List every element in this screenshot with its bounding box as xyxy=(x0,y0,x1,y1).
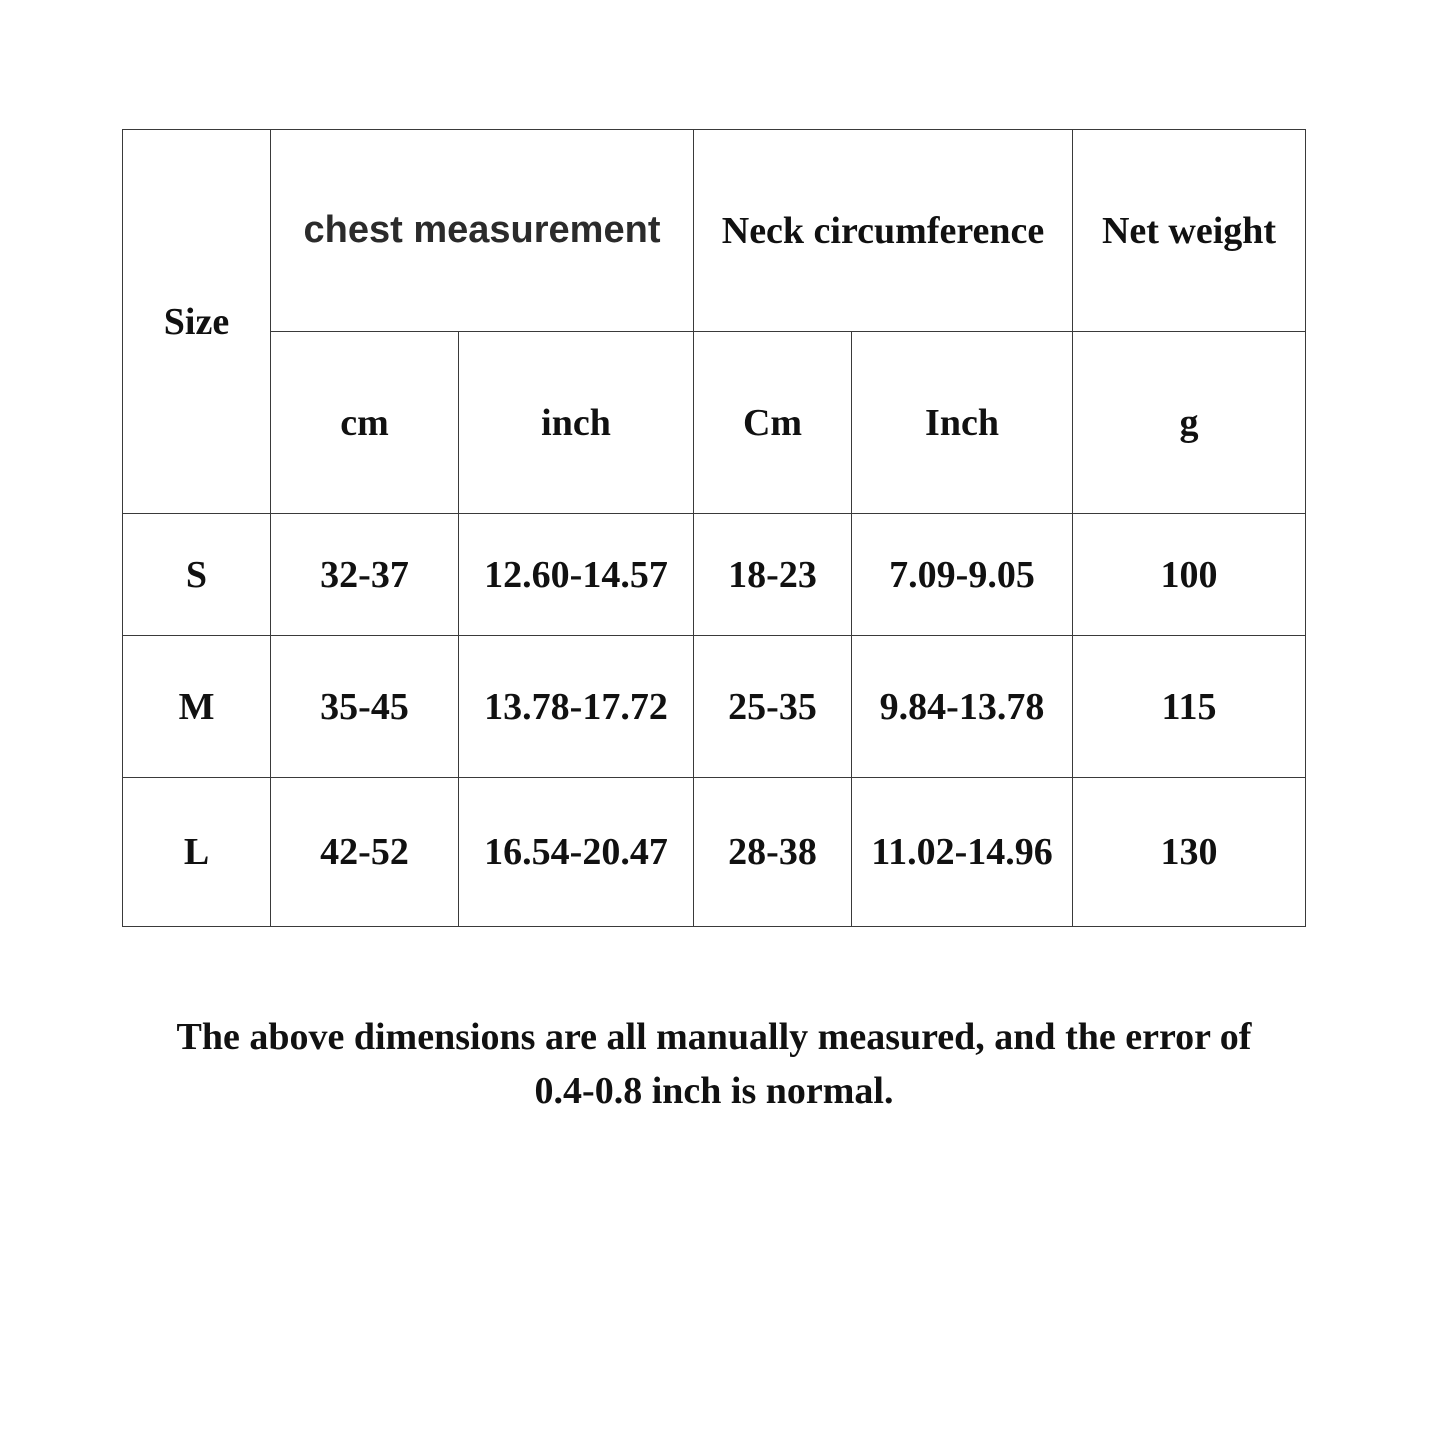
header-neck-circumference: Neck circumference xyxy=(694,130,1073,332)
chest-cm-cell: 32-37 xyxy=(271,514,459,636)
weight-cell: 100 xyxy=(1073,514,1306,636)
neck-cm-cell: 25-35 xyxy=(694,636,852,778)
weight-cell: 130 xyxy=(1073,778,1306,927)
neck-inch-cell: 9.84-13.78 xyxy=(852,636,1073,778)
table-row xyxy=(123,514,1306,636)
unit-chest-cm: cm xyxy=(271,332,459,514)
size-cell: S xyxy=(123,514,271,636)
note-line-1: The above dimensions are all manually measured, and the error of xyxy=(176,1016,1252,1058)
unit-row xyxy=(123,332,1306,514)
size-cell: M xyxy=(123,636,271,778)
chest-inch-cell: 13.78-17.72 xyxy=(459,636,694,778)
chest-inch-cell: 16.54-20.47 xyxy=(459,778,694,927)
table-row xyxy=(123,778,1306,927)
header-size: Size xyxy=(123,130,271,514)
size-cell: L xyxy=(123,778,271,927)
header-chest-measurement: chest measurement xyxy=(271,130,694,332)
unit-neck-cm: Cm xyxy=(694,332,852,514)
chest-inch-cell: 12.60-14.57 xyxy=(459,514,694,636)
unit-neck-inch: Inch xyxy=(852,332,1073,514)
header-net-weight: Net weight xyxy=(1073,130,1306,332)
table-row xyxy=(123,636,1306,778)
header-row xyxy=(123,130,1306,332)
note-line-2: 0.4-0.8 inch is normal. xyxy=(534,1070,894,1112)
neck-inch-cell: 11.02-14.96 xyxy=(852,778,1073,927)
weight-cell: 115 xyxy=(1073,636,1306,778)
measurement-note xyxy=(100,1010,1328,1118)
neck-inch-cell: 7.09-9.05 xyxy=(852,514,1073,636)
neck-cm-cell: 18-23 xyxy=(694,514,852,636)
unit-chest-inch: inch xyxy=(459,332,694,514)
neck-cm-cell: 28-38 xyxy=(694,778,852,927)
chest-cm-cell: 35-45 xyxy=(271,636,459,778)
size-chart-table xyxy=(122,129,1306,927)
unit-weight-g: g xyxy=(1073,332,1306,514)
chest-cm-cell: 42-52 xyxy=(271,778,459,927)
